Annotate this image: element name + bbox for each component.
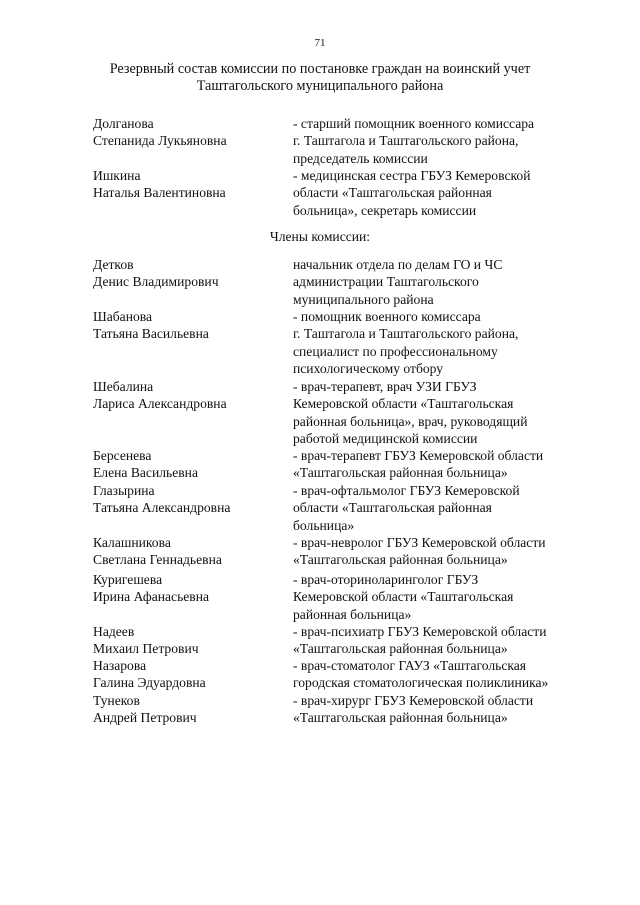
given-names: Степанида Лукьяновна (93, 133, 227, 149)
role-line: - старший помощник военного комиссара (293, 116, 535, 131)
person-role (293, 256, 593, 308)
role-line: области «Таштагольская районная (293, 500, 492, 516)
person-name (93, 378, 288, 413)
person-role (293, 308, 593, 378)
given-names: Андрей Петрович (93, 710, 197, 726)
role-line: - врач-оториноларинголог ГБУЗ (293, 572, 479, 587)
given-names: Денис Владимирович (93, 274, 219, 290)
surname: Берсенева (93, 448, 152, 463)
role-line: - врач-стоматолог ГАУЗ «Таштагольская (293, 658, 527, 673)
members-heading: Члены комиссии: (269, 229, 371, 244)
person-role (293, 378, 593, 448)
role-line: районная больница», врач, руководящий (293, 413, 528, 429)
person-role (293, 167, 593, 219)
surname: Надеев (93, 624, 135, 639)
role-line: Кемеровской области «Таштагольская (293, 396, 514, 412)
person-name (93, 447, 288, 482)
role-line: г. Таштагола и Таштагольского района, (293, 326, 519, 342)
person-name (93, 482, 288, 517)
person-role (293, 447, 593, 482)
given-names: Татьяна Васильевна (93, 326, 209, 342)
person-name (93, 571, 288, 606)
role-line: начальник отдела по делам ГО и ЧС (293, 257, 503, 272)
title-line-1: Резервный состав комиссии по постановке граждан на воинский учет (109, 61, 531, 77)
given-names: Татьяна Александровна (93, 500, 231, 516)
role-line: Кемеровской области «Таштагольская (293, 589, 514, 605)
surname: Глазырина (93, 483, 155, 498)
surname: Тунеков (93, 693, 140, 708)
surname: Долганова (93, 116, 154, 131)
person-role (293, 657, 593, 692)
surname: Шебалина (93, 379, 154, 394)
person-name (93, 534, 288, 569)
person-name (93, 308, 288, 343)
given-names: Лариса Александровна (93, 396, 227, 412)
role-line: - врач-невролог ГБУЗ Кемеровской области (293, 535, 546, 550)
person-role (293, 482, 593, 534)
role-line: председатель комиссии (293, 150, 428, 166)
role-line: работой медицинской комиссии (293, 431, 478, 447)
person-name (93, 657, 288, 692)
person-name (93, 167, 288, 202)
role-line: городская стоматологическая поликлиника» (293, 675, 549, 691)
role-line: - врач-офтальмолог ГБУЗ Кемеровской (293, 483, 520, 498)
person-role (293, 115, 593, 167)
page-number: 71 (314, 37, 326, 49)
role-line: районная больница» (293, 606, 412, 622)
role-line: - врач-терапевт, врач УЗИ ГБУЗ (293, 379, 477, 394)
role-line: «Таштагольская районная больница» (293, 710, 508, 726)
role-line: - врач-психиатр ГБУЗ Кемеровской области (293, 624, 547, 639)
person-role (293, 534, 593, 569)
surname: Ишкина (93, 168, 141, 183)
given-names: Наталья Валентиновна (93, 185, 226, 201)
document-title (0, 61, 640, 95)
person-name (93, 692, 288, 727)
title-line-2: Таштагольского муниципального района (196, 78, 444, 94)
role-line: «Таштагольская районная больница» (293, 552, 508, 568)
role-line: «Таштагольская районная больница» (293, 641, 508, 657)
surname: Шабанова (93, 309, 153, 324)
role-line: области «Таштагольская районная (293, 185, 492, 201)
role-line: муниципального района (293, 291, 434, 307)
given-names: Михаил Петрович (93, 641, 199, 657)
given-names: Елена Васильевна (93, 465, 198, 481)
role-line: г. Таштагола и Таштагольского района, (293, 133, 519, 149)
person-name (93, 256, 288, 291)
role-line: больница», секретарь комиссии (293, 202, 477, 218)
given-names: Ирина Афанасьевна (93, 589, 210, 605)
person-role (293, 571, 593, 623)
given-names: Светлана Геннадьевна (93, 552, 222, 568)
person-name (93, 623, 288, 658)
role-line: психологическому отбору (293, 361, 444, 377)
role-line: больница» (293, 517, 355, 533)
role-line: - врач-терапевт ГБУЗ Кемеровской области (293, 448, 544, 463)
role-line: - медицинская сестра ГБУЗ Кемеровской (293, 168, 531, 183)
person-role (293, 623, 593, 658)
surname: Куригешева (93, 572, 163, 587)
surname: Калашникова (93, 535, 171, 550)
person-name (93, 115, 288, 150)
surname: Назарова (93, 658, 147, 673)
given-names: Галина Эдуардовна (93, 675, 206, 691)
surname: Детков (93, 257, 134, 272)
role-line: «Таштагольская районная больница» (293, 465, 508, 481)
role-line: - врач-хирург ГБУЗ Кемеровской области (293, 693, 534, 708)
role-line: администрации Таштагольского (293, 274, 479, 290)
person-role (293, 692, 593, 727)
role-line: специалист по профессиональному (293, 343, 498, 359)
role-line: - помощник военного комиссара (293, 309, 481, 324)
